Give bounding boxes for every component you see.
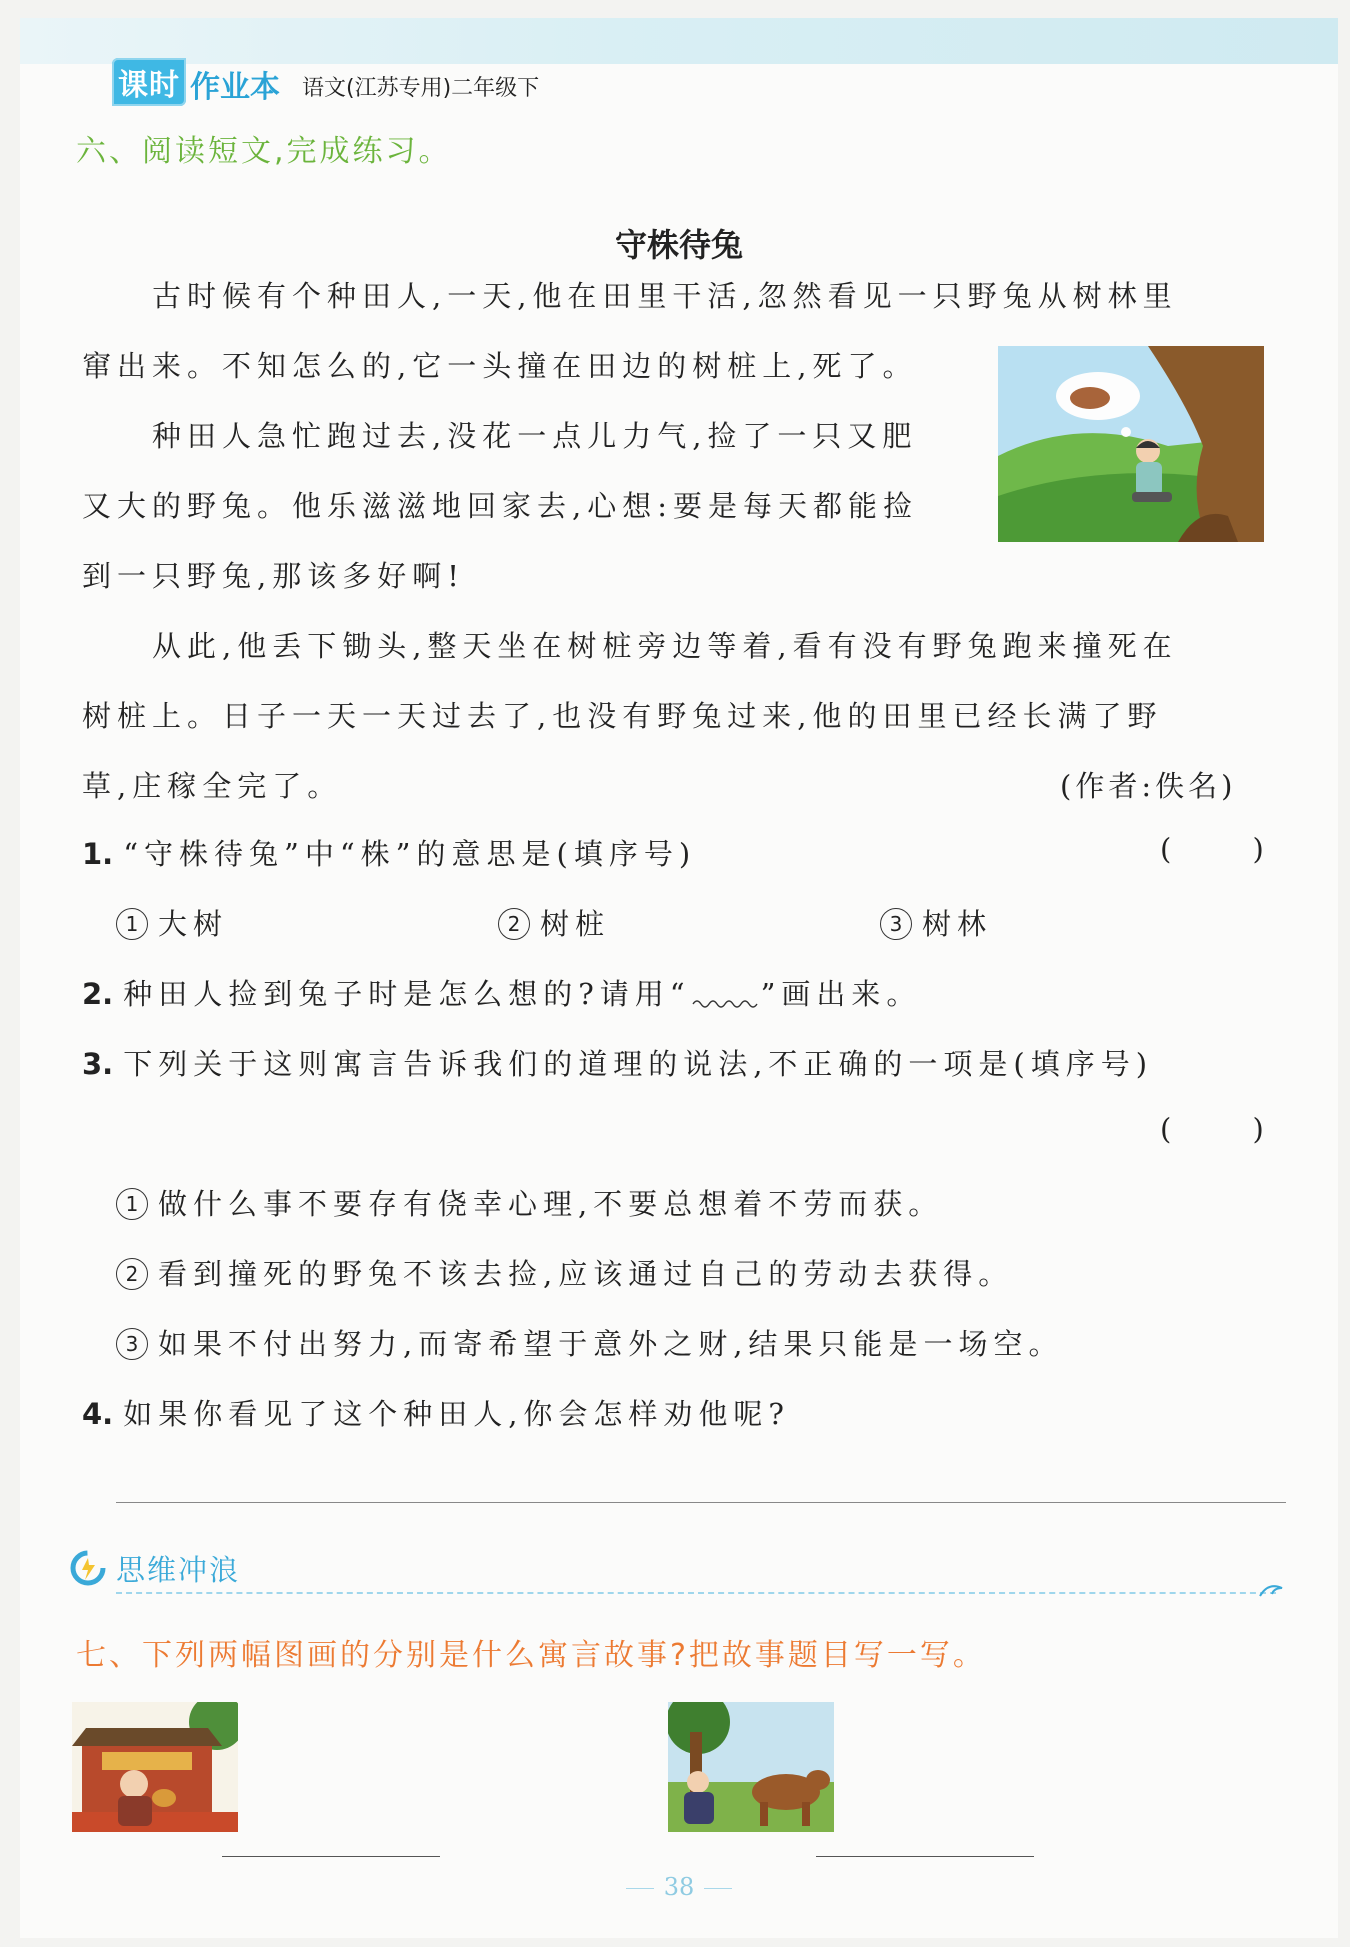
option-text: 如果不付出努力,而寄希望于意外之财,结果只能是一场空。: [158, 1327, 1064, 1361]
answer-paren[interactable]: ( ): [1160, 832, 1300, 866]
answer-paren[interactable]: ( ): [1160, 1112, 1300, 1146]
story-line: 古时候有个种田人,一天,他在田里干活,忽然看见一只野兔从树林里: [152, 279, 1178, 313]
temple-gate-illustration: [72, 1702, 238, 1832]
option-text: 大树: [158, 907, 229, 941]
option-item: [116, 1182, 943, 1223]
page-number-dash: [626, 1888, 654, 1889]
story-line: 窜出来。不知怎么的,它一头撞在田边的树桩上,死了。: [82, 349, 918, 383]
question-text: 如果你看见了这个种田人,你会怎样劝他呢?: [123, 1397, 790, 1431]
answer-line[interactable]: [116, 1502, 1286, 1503]
brand-logo: 课时: [112, 58, 186, 106]
fable-picture-1: [72, 1702, 238, 1832]
book-header: [112, 56, 539, 106]
question-number: 1.: [82, 837, 114, 871]
question-3: [82, 1042, 1153, 1083]
story-line: 种田人急忙跑过去,没花一点儿力气,捡了一只又肥: [152, 419, 918, 453]
story-title: 守株待兔: [614, 226, 743, 264]
option-number: 2: [116, 1258, 148, 1290]
question-text: 种田人捡到兔子时是怎么想的?请用“: [123, 977, 691, 1011]
option-number: 2: [498, 908, 530, 940]
fable-picture-2: [668, 1702, 834, 1832]
answer-blank-1[interactable]: [222, 1856, 440, 1857]
option-number: 1: [116, 1188, 148, 1220]
story-line: 到一只野兔,那该多好啊!: [82, 559, 465, 593]
author-credit: (作者:佚名): [1060, 769, 1237, 803]
option-text: 做什么事不要存有侥幸心理,不要总想着不劳而获。: [158, 1187, 944, 1221]
option-text: 树桩: [540, 907, 611, 941]
question-1: [82, 832, 696, 873]
question-text-end: ”画出来。: [760, 977, 922, 1011]
option-number: 3: [880, 908, 912, 940]
option-text: 看到撞死的野兔不该去捡,应该通过自己的劳动去获得。: [158, 1257, 1014, 1291]
option-number: 1: [116, 908, 148, 940]
question-number: 3.: [82, 1047, 114, 1081]
story-line: 又大的野兔。他乐滋滋地回家去,心想:要是每天都能捡: [82, 489, 918, 523]
farmer-tree-illustration: [998, 346, 1264, 542]
option-number: 3: [116, 1328, 148, 1360]
question-text: 下列关于这则寓言告诉我们的道理的说法,不正确的一项是(填序号): [123, 1047, 1154, 1081]
book-subtitle: 语文(江苏专用)二年级下: [302, 76, 540, 101]
thinking-section-bar: [60, 1548, 1290, 1594]
story-illustration: [998, 346, 1264, 542]
answer-blank-2[interactable]: [816, 1856, 1034, 1857]
page-number-dash: [704, 1888, 732, 1889]
swirl-icon: [68, 1548, 108, 1588]
question-4: [82, 1392, 790, 1433]
wavy-underline-icon: [691, 996, 761, 1010]
option-item: [116, 902, 228, 943]
question-number: 2.: [82, 977, 114, 1011]
thinking-label: 思维冲浪: [116, 1553, 241, 1587]
section-7-title: 七、下列两幅图画的分别是什么寓言故事?把故事题目写一写。: [76, 1638, 986, 1673]
question-2: [82, 972, 921, 1013]
option-item: [498, 902, 610, 943]
page-number: [20, 1873, 1338, 1901]
dashed-divider: [116, 1592, 1276, 1594]
ox-illustration: [668, 1702, 834, 1832]
page-number-text: 38: [663, 1873, 695, 1901]
question-number: 4.: [82, 1397, 114, 1431]
question-text: “守株待兔”中“株”的意思是(填序号): [123, 837, 697, 871]
option-item: [880, 902, 992, 943]
story-line: 树桩上。日子一天一天过去了,也没有野兔过来,他的田里已经长满了野: [82, 699, 1163, 733]
option-item: [116, 1322, 1063, 1363]
story-line: 草,庄稼全完了。: [82, 769, 343, 803]
option-item: [116, 1252, 1013, 1293]
brand-name: 作业本: [190, 70, 280, 105]
section-6-title: 六、阅读短文,完成练习。: [76, 134, 452, 169]
wave-icon: [1258, 1580, 1288, 1600]
option-text: 树林: [922, 907, 993, 941]
workbook-page: [20, 18, 1338, 1938]
story-line: 从此,他丢下锄头,整天坐在树桩旁边等着,看有没有野兔跑来撞死在: [152, 629, 1178, 663]
